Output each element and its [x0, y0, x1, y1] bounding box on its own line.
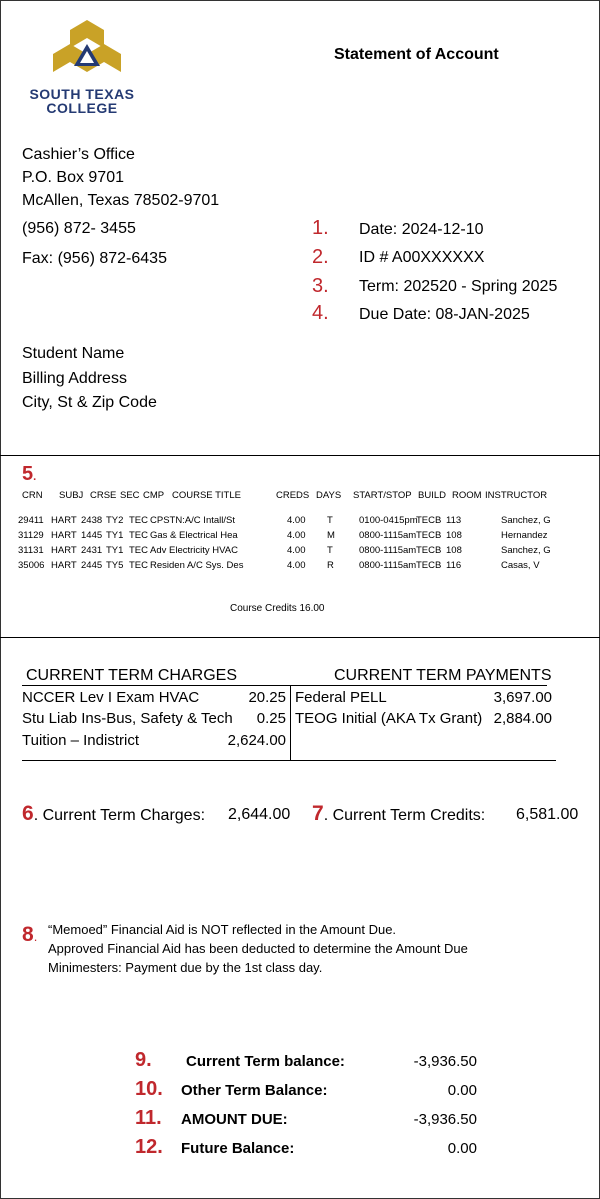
course-days: T: [327, 515, 333, 526]
course-sec: TY2: [106, 515, 124, 526]
course-room: 113: [446, 515, 462, 526]
course-cmp: TEC: [129, 560, 148, 571]
course-sec: TY1: [106, 545, 124, 556]
current-term-credits-value: 6,581.00: [516, 806, 579, 823]
charge-label: Tuition – Indistrict: [22, 732, 139, 749]
office-phone: (956) 872- 3455: [22, 220, 136, 237]
course-cmp: TEC: [129, 545, 148, 556]
course-instructor: Sanchez, G: [501, 545, 551, 556]
charges-bottom-line: [22, 760, 556, 761]
course-subj: HART: [51, 560, 77, 571]
course-subj: HART: [51, 515, 77, 526]
course-days: R: [327, 560, 334, 571]
college-name-line2: COLLEGE: [46, 100, 118, 116]
charges-column-divider: [290, 686, 291, 760]
college-name-line1: SOUTH TEXAS: [29, 86, 135, 102]
note-line: Minimesters: Payment due by the 1st class day.: [48, 960, 323, 975]
due-date: Due Date: 08-JAN-2025: [359, 306, 530, 323]
col-creds: CREDS: [276, 490, 310, 501]
marker-4: 4.: [312, 302, 329, 324]
future-balance-value: 0.00: [447, 1140, 477, 1157]
marker-8: 8.: [22, 923, 38, 946]
payments-heading: CURRENT TERM PAYMENTS: [334, 667, 552, 684]
course-title: Residen A/C Sys. Des: [150, 560, 244, 571]
col-start-stop: START/STOP: [353, 490, 412, 501]
charges-heading: CURRENT TERM CHARGES: [26, 667, 237, 684]
divider-top: [0, 455, 600, 456]
charge-amount: 2,624.00: [227, 732, 286, 749]
col-days: DAYS: [316, 490, 342, 501]
course-instructor: Casas, V: [501, 560, 540, 571]
charge-amount: 0.25: [256, 710, 286, 727]
course-room: 108: [446, 530, 462, 541]
payment-label: Federal PELL: [295, 689, 387, 706]
course-room: 116: [446, 560, 462, 571]
marker-7: 7: [312, 802, 324, 825]
course-days: T: [327, 545, 333, 556]
marker-3: 3.: [312, 275, 329, 297]
course-build: TECB: [416, 515, 442, 526]
payment-label: TEOG Initial (AKA Tx Grant): [295, 710, 483, 727]
marker-6: 6: [22, 802, 34, 825]
col-crse: CRSE: [90, 490, 117, 501]
charge-label: Stu Liab Ins-Bus, Safety & Tech: [22, 710, 233, 727]
course-crse: 2445: [81, 560, 103, 571]
col-instructor: INSTRUCTOR: [485, 490, 548, 501]
course-crn: 31129: [18, 530, 44, 541]
amount-due-label: AMOUNT DUE:: [181, 1111, 288, 1128]
col-room: ROOM: [452, 490, 482, 501]
note-line: Approved Financial Aid has been deducted to determine the Amount Due: [48, 941, 468, 956]
college-logo-icon: [44, 18, 130, 84]
other-term-balance-label: Other Term Balance:: [181, 1082, 328, 1099]
course-subj: HART: [51, 545, 77, 556]
page-title: Statement of Account: [334, 46, 499, 63]
course-time: 0800-1115am: [359, 530, 417, 541]
statement-date: Date: 2024-12-10: [359, 221, 484, 238]
course-creds: 4.00: [287, 560, 306, 571]
office-city: McAllen, Texas 78502-9701: [22, 192, 220, 209]
course-build: TECB: [416, 545, 442, 556]
course-creds: 4.00: [287, 530, 306, 541]
student-id: ID # A00XXXXXX: [359, 249, 485, 266]
course-time: 0100-0415pm: [359, 515, 418, 526]
student-city: City, St & Zip Code: [22, 394, 157, 411]
term: Term: 202520 - Spring 2025: [359, 278, 558, 295]
course-crse: 2438: [81, 515, 103, 526]
current-term-balance-value: -3,936.50: [413, 1053, 477, 1070]
course-cmp: TEC: [129, 515, 148, 526]
marker-10: 10.: [135, 1078, 163, 1100]
charge-label: NCCER Lev I Exam HVAC: [22, 689, 200, 706]
course-crn: 29411: [18, 515, 44, 526]
charges-heading-underline: [22, 685, 547, 686]
course-title: Adv Electricity HVAC: [150, 545, 238, 556]
course-cmp: TEC: [129, 530, 148, 541]
marker-2: 2.: [312, 246, 329, 268]
current-term-charges-value: 2,644.00: [228, 806, 291, 823]
future-balance-label: Future Balance:: [181, 1140, 295, 1157]
course-title: Gas & Electrical Hea: [150, 530, 238, 541]
student-name: Student Name: [22, 345, 125, 362]
course-room: 108: [446, 545, 462, 556]
amount-due-value: -3,936.50: [413, 1111, 477, 1128]
current-term-charges: 6. Current Term Charges:: [22, 802, 206, 825]
course-time: 0800-1115am: [359, 545, 417, 556]
marker-5: 5.: [22, 463, 37, 485]
course-sec: TY1: [106, 530, 124, 541]
course-build: TECB: [416, 560, 442, 571]
col-subj: SUBJ: [59, 490, 84, 501]
course-build: TECB: [416, 530, 442, 541]
note-line: “Memoed” Financial Aid is NOT reflected in the Amount Due.: [48, 922, 397, 937]
course-instructor: Sanchez, G: [501, 515, 551, 526]
payment-amount: 2,884.00: [493, 710, 552, 727]
marker-12: 12.: [135, 1136, 163, 1158]
course-credits: Course Credits 16.00: [230, 603, 325, 614]
billing-address: Billing Address: [22, 370, 127, 387]
course-sec: TY5: [106, 560, 124, 571]
course-crn: 31131: [18, 545, 44, 556]
office-fax: Fax: (956) 872-6435: [22, 250, 167, 267]
course-instructor: Hernandez: [501, 530, 548, 541]
other-term-balance-value: 0.00: [447, 1082, 477, 1099]
course-time: 0800-1115am: [359, 560, 417, 571]
course-creds: 4.00: [287, 515, 306, 526]
course-crn: 35006: [18, 560, 45, 571]
col-crn: CRN: [22, 490, 43, 501]
course-crse: 1445: [81, 530, 103, 541]
office-po-box: P.O. Box 9701: [22, 169, 124, 186]
col-build: BUILD: [418, 490, 446, 501]
col-course-title: COURSE TITLE: [172, 490, 241, 501]
course-subj: HART: [51, 530, 77, 541]
office-name: Cashier’s Office: [22, 146, 135, 163]
charge-amount: 20.25: [248, 689, 286, 706]
course-crse: 2431: [81, 545, 103, 556]
divider-middle: [0, 637, 600, 638]
marker-9: 9.: [135, 1049, 152, 1071]
course-creds: 4.00: [287, 545, 306, 556]
col-sec: SEC: [120, 490, 140, 501]
current-term-balance-label: Current Term balance:: [186, 1053, 345, 1070]
marker-1: 1.: [312, 217, 329, 239]
marker-11: 11.: [135, 1107, 162, 1129]
current-term-credits: 7. Current Term Credits:: [312, 802, 486, 825]
payment-amount: 3,697.00: [493, 689, 552, 706]
course-days: M: [327, 530, 335, 541]
col-cmp: CMP: [143, 490, 165, 501]
course-title: CPSTN:A/C Intall/St: [150, 515, 235, 526]
